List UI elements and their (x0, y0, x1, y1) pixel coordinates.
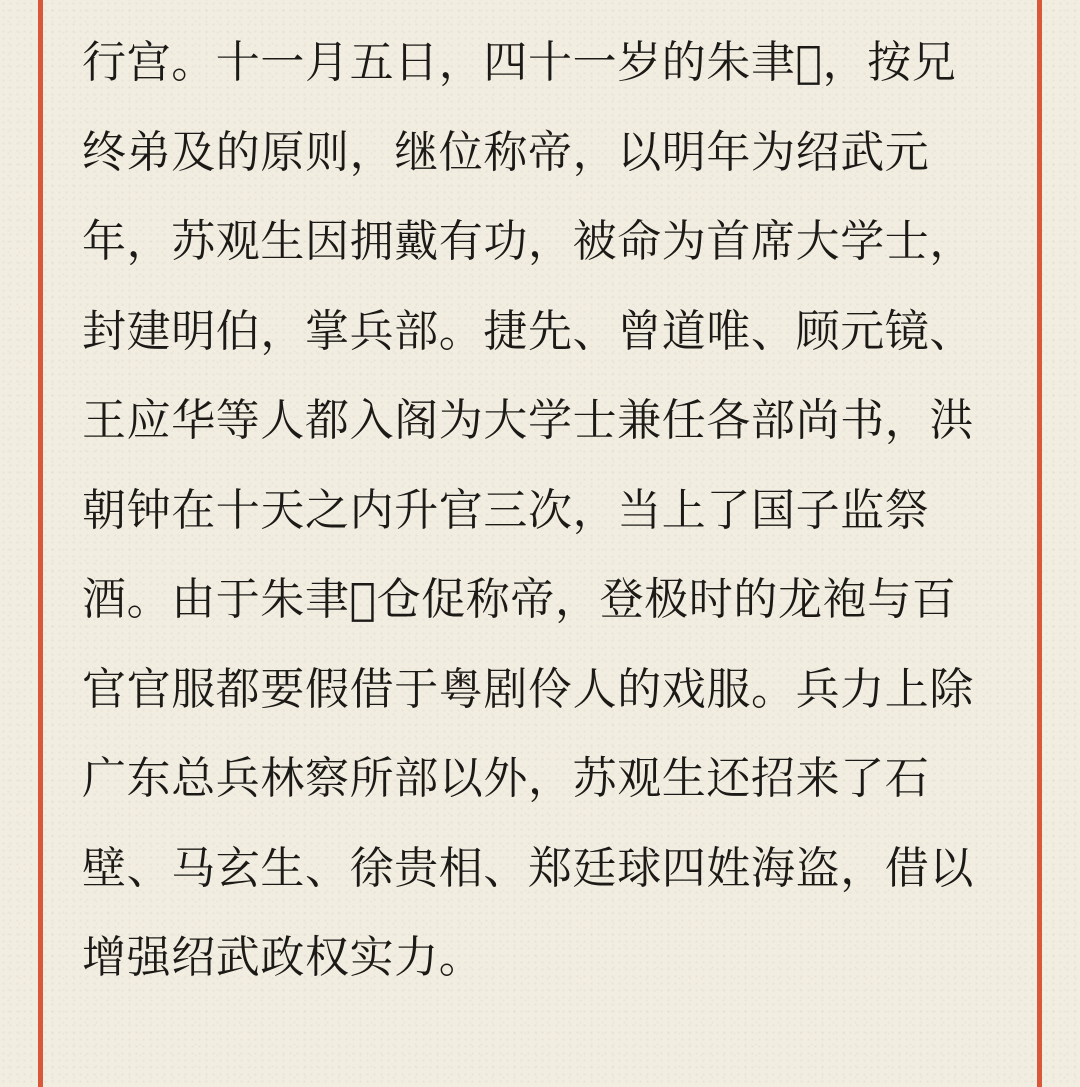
text-line: 酒。由于朱聿𨮁仓促称帝，登极时的龙袍与百 (82, 574, 957, 625)
text-line: 王应华等人都入阁为大学士兼任各部尚书，洪 (82, 395, 974, 446)
right-red-border (1037, 0, 1042, 1087)
text-line: 年，苏观生因拥戴有功，被命为首席大学士， (82, 216, 974, 267)
text-line: 封建明伯，掌兵部。捷先、曾道唯、顾元镜、 (82, 305, 974, 357)
article-text (82, 18, 1002, 1003)
text-line: 增强绍武政权实力。 (82, 932, 484, 983)
text-line: 行宫。十一月五日，四十一岁的朱聿𨮁，按兄 (82, 37, 957, 88)
text-line: 壁、马玄生、徐贵相、郑廷球四姓海盗，借以 (82, 842, 974, 894)
text-line: 终弟及的原则，继位称帝，以明年为绍武元 (82, 126, 930, 178)
left-red-border (38, 0, 43, 1087)
text-line: 朝钟在十天之内升官三次，当上了国子监祭 (82, 484, 930, 536)
text-line: 广东总兵林察所部以外，苏观生还招来了石 (82, 753, 930, 804)
text-line: 官官服都要假借于粤剧伶人的戏服。兵力上除 (82, 663, 974, 715)
